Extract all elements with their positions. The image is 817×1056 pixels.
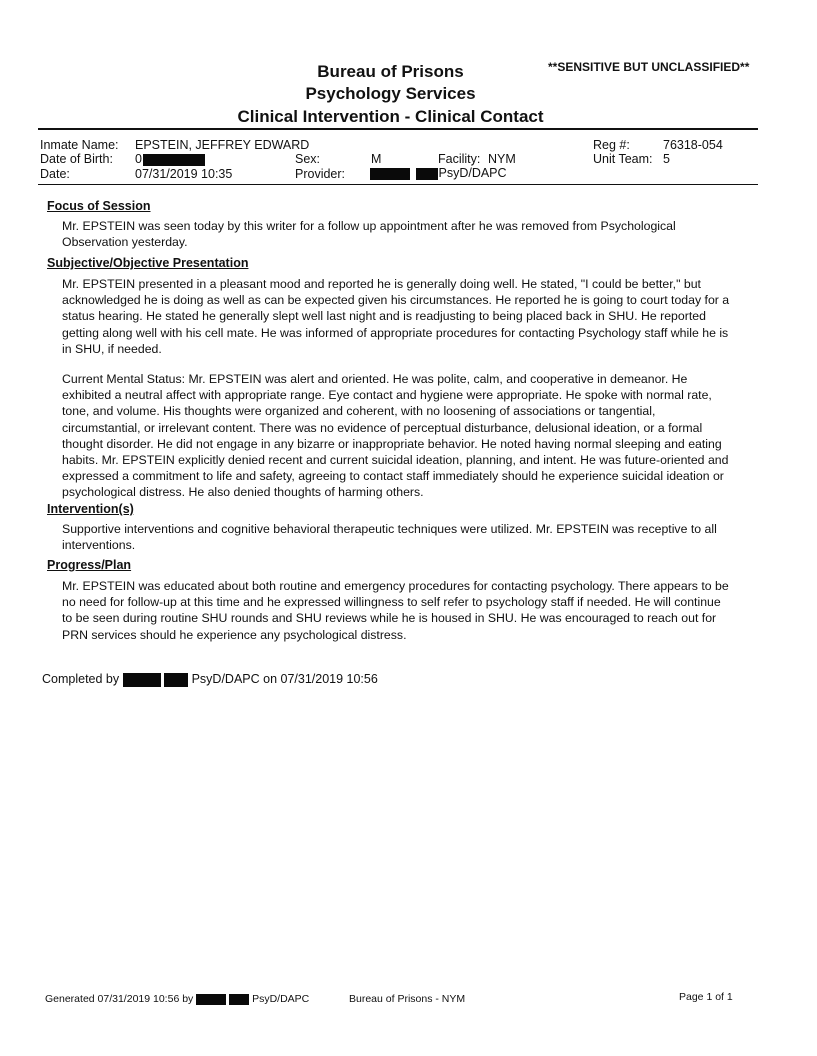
interventions-heading: Intervention(s) [47, 502, 134, 516]
sensitivity-label: **SENSITIVE BUT UNCLASSIFIED** [548, 60, 750, 74]
redaction-block [416, 168, 438, 180]
progress-heading: Progress/Plan [47, 558, 132, 572]
date-label: Date: [40, 167, 70, 181]
dob-label: Date of Birth: [40, 152, 113, 166]
document-title: Clinical Intervention - Clinical Contact [237, 107, 544, 126]
reg-label: Reg #: [593, 138, 630, 152]
provider-value: PsyD/DAPC [370, 166, 507, 180]
unit-team-value: 5 [663, 152, 670, 166]
redaction-block [143, 154, 205, 166]
dob-value: 0 [135, 152, 205, 166]
inmate-name-label: Inmate Name: [40, 138, 119, 152]
completed-by-line: Completed by PsyD/DAPC on 07/31/2019 10:56 [42, 672, 378, 686]
facility-label: Facility: [438, 152, 481, 166]
info-bottom-rule [38, 184, 758, 185]
inmate-name-value: EPSTEIN, JEFFREY EDWARD [135, 138, 310, 152]
subjective-heading: Subjective/Objective Presentation [47, 256, 249, 270]
redaction-block [123, 673, 161, 687]
agency-title: Bureau of Prisons [317, 62, 464, 81]
date-value: 07/31/2019 10:35 [135, 167, 233, 181]
facility-value: NYM [488, 152, 516, 166]
top-rule [38, 128, 758, 130]
focus-text: Mr. EPSTEIN was seen today by this writer for a follow up appointment after he was removed from Psychological Observation yesterday. [62, 219, 676, 250]
redaction-block [196, 994, 226, 1005]
footer-facility: Bureau of Prisons - NYM [349, 993, 466, 1005]
unit-team-label: Unit Team: [593, 152, 653, 166]
progress-text: Mr. EPSTEIN was educated about both routine and emergency procedures for contacting psychology. There appears to be no need for follow-up at this time and he expressed willingness to self refer to psychology staff if needed. He will continue to be seen during routine SHU rounds and SHU reviews while he is housed in SHU. He was encouraged to reach out for PRN services should he experience any psychological distress. [62, 579, 729, 642]
page-number: Page 1 of 1 [679, 991, 733, 1003]
reg-value: 76318-054 [663, 138, 723, 152]
focus-heading: Focus of Session [47, 199, 151, 213]
redaction-block [164, 673, 188, 687]
subjective-text: Mr. EPSTEIN presented in a pleasant mood and reported he is generally doing well. He stated, "I could be better," but acknowledged he is doing as well as can be expected given his circumstances. He reported he is going to court today for a status hearing. He stated he generally slept well last night and is readjusting to being placed back in SHU. He reported getting along well with his cell mate. He was informed of appropriate procedures for contacting Psychology staff while he is in SHU, if needed. [62, 277, 730, 356]
mental-status-text: Current Mental Status: Mr. EPSTEIN was alert and oriented. He was polite, calm, and cooperative in demeanor. He exhibited a neutral affect with appropriate range. Eye contact and hygiene were appropriate. He spoke with normal rate, tone, and volume. His thoughts were organized and coherent, with no loosening of associations or tangential, circumstantial, or irrelevant content. There was no evidence of perceptual disturbance, delusional ideation, or a formal thought disorder. He did not engage in any bizarre or inappropriate behavior. He noted having normal sleeping and eating habits. Mr. EPSTEIN explicitly denied recent and current suicidal ideation, planning, and intent. He was future-oriented and expressed a commitment to life and safety, agreeing to contact staff immediately should he experience suicidal ideation or psychological distress. He also denied thoughts of harming others. [62, 372, 729, 500]
department-title: Psychology Services [305, 84, 476, 103]
interventions-text: Supportive interventions and cognitive behavioral therapeutic techniques were utilized. Mr. EPSTEIN was receptive to all interventions. [62, 522, 717, 553]
redaction-block [229, 994, 249, 1005]
sex-label: Sex: [295, 152, 321, 166]
generated-line: Generated 07/31/2019 10:56 by PsyD/DAPC [45, 993, 310, 1005]
redaction-block [370, 168, 410, 180]
sex-value: M [371, 152, 382, 166]
provider-label: Provider: [295, 167, 346, 181]
